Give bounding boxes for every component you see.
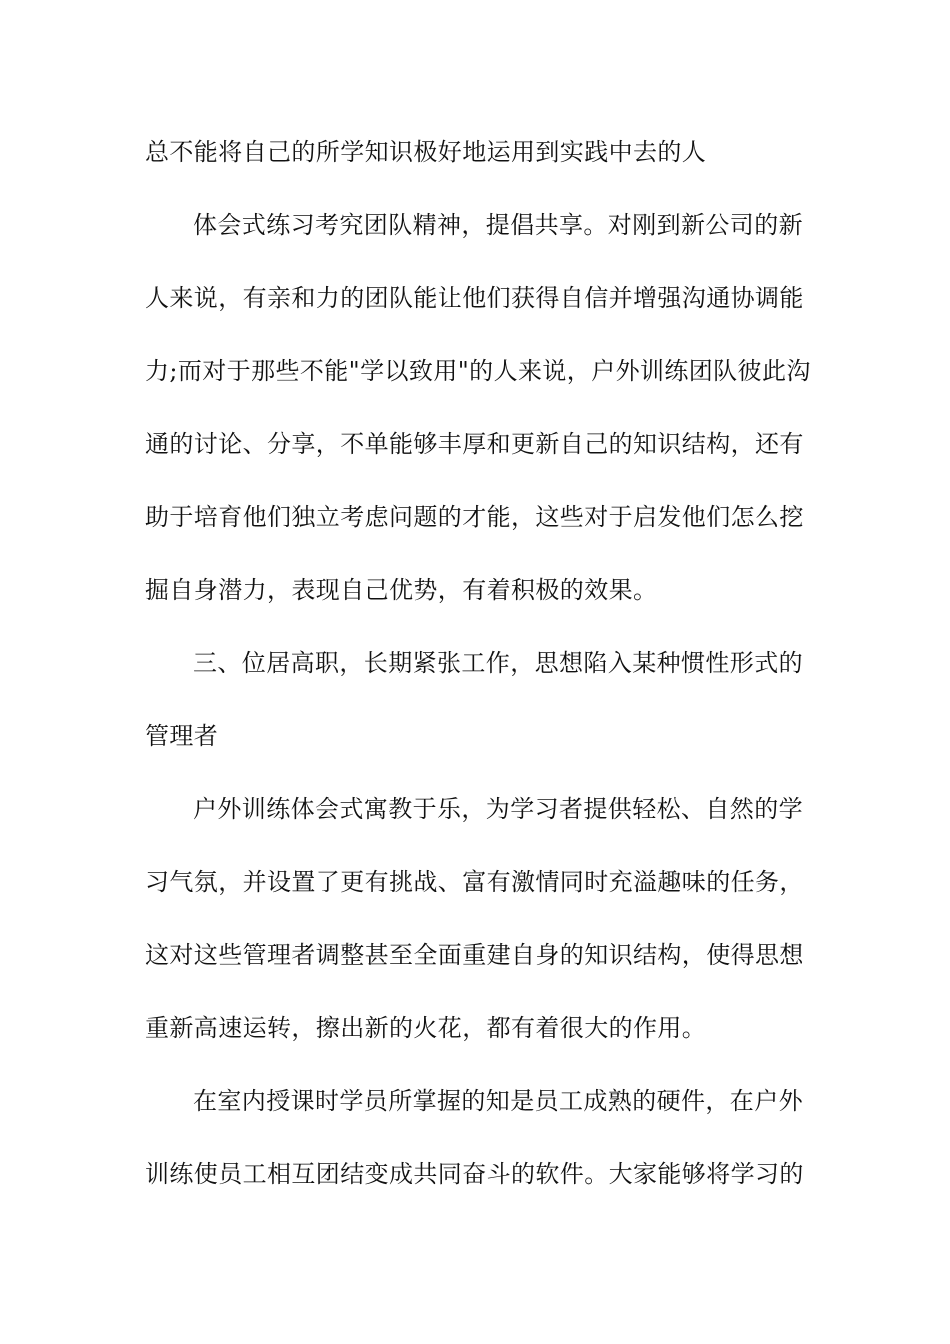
- text-line: 人来说，有亲和力的团队能让他们获得自信并增强沟通协调能: [145, 284, 804, 312]
- text-line: 掘自身潜力，表现自己优势，有着积极的效果。: [145, 576, 658, 604]
- section-heading-continuation: 管理者: [145, 722, 219, 750]
- text-line: 这对这些管理者调整甚至全面重建自身的知识结构，使得思想: [145, 941, 804, 969]
- text-line: 总不能将自己的所学知识极好地运用到实践中去的人: [145, 138, 707, 166]
- text-line: 通的讨论、分享，不单能够丰厚和更新自己的知识结构，还有: [145, 430, 804, 458]
- text-line: 力;而对于那些不能"学以致用"的人来说，户外训练团队彼此沟: [145, 357, 811, 385]
- text-line: 训练使员工相互团结变成共同奋斗的软件。大家能够将学习的: [145, 1160, 804, 1188]
- section-heading-line: 三、位居高职，长期紧张工作，思想陷入某种惯性形式的: [193, 649, 803, 677]
- text-line: 习气氛，并设置了更有挑战、富有激情同时充溢趣味的任务，: [145, 868, 804, 896]
- text-line: 助于培育他们独立考虑问题的才能，这些对于启发他们怎么挖: [145, 503, 804, 531]
- paragraph-start-line: 在室内授课时学员所掌握的知是员工成熟的硬件，在户外: [193, 1087, 803, 1115]
- paragraph-start-line: 体会式练习考究团队精神，提倡共享。对刚到新公司的新: [193, 211, 803, 239]
- text-line: 重新高速运转，擦出新的火花，都有着很大的作用。: [145, 1014, 707, 1042]
- paragraph-start-line: 户外训练体会式寓教于乐，为学习者提供轻松、自然的学: [193, 795, 803, 823]
